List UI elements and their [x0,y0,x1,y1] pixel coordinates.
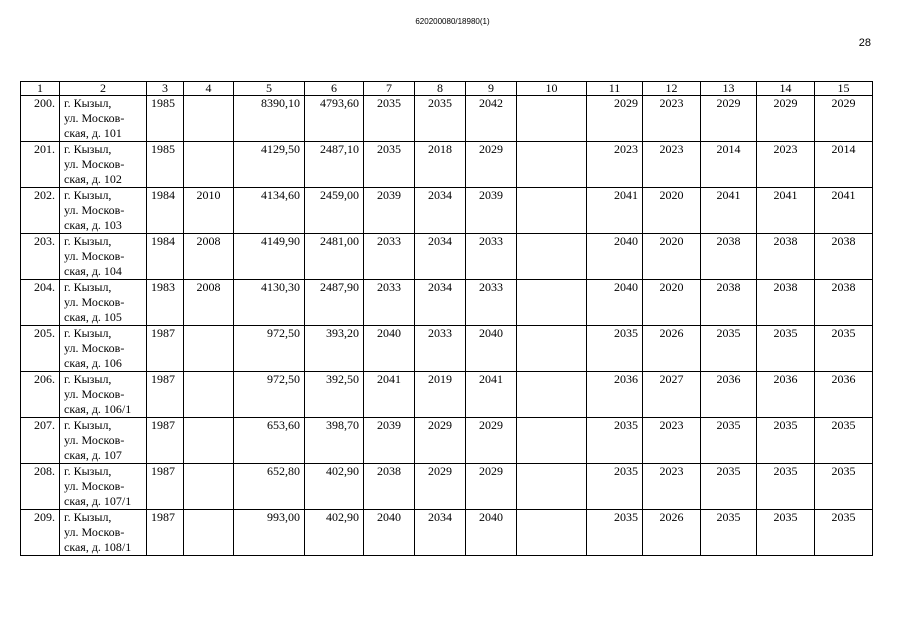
cell-col-6: 402,90 [305,464,364,510]
cell-col-14: 2036 [757,372,815,418]
column-header: 8 [415,82,466,96]
cell-col-6: 392,50 [305,372,364,418]
column-header: 10 [517,82,587,96]
table-row [21,418,873,464]
address-line: ская, д. 102 [64,172,122,186]
cell-col-15: 2038 [815,234,873,280]
cell-col-9: 2042 [466,96,517,142]
cell-col-5: 653,60 [234,418,305,464]
cell-col-14: 2029 [757,96,815,142]
address-line: г. Кызыл, [64,96,112,110]
cell-col-11: 2041 [587,188,643,234]
cell-col-15: 2035 [815,510,873,556]
cell-col-3: 1987 [147,372,184,418]
column-header: 2 [60,82,147,96]
cell-col-15: 2036 [815,372,873,418]
cell-col-13: 2035 [701,510,757,556]
address-line: г. Кызыл, [64,188,112,202]
cell-col-10 [517,510,587,556]
cell-col-4 [184,96,234,142]
cell-col-3: 1987 [147,464,184,510]
address-line: ская, д. 106 [64,356,122,370]
cell-col-11: 2035 [587,510,643,556]
cell-col-11: 2035 [587,326,643,372]
cell-col-5: 993,00 [234,510,305,556]
cell-col-12: 2023 [643,96,701,142]
cell-col-8: 2035 [415,96,466,142]
address-line: ул. Москов- [64,111,125,125]
address-line: г. Кызыл, [64,372,112,386]
address-line: ул. Москов- [64,387,125,401]
address-line: ская, д. 107 [64,448,122,462]
address-line: ская, д. 106/1 [64,402,132,416]
cell-col-13: 2029 [701,96,757,142]
cell-col-7: 2033 [364,280,415,326]
cell-col-7: 2040 [364,326,415,372]
cell-col-9: 2039 [466,188,517,234]
cell-col-12: 2023 [643,142,701,188]
table-row [21,510,873,556]
address-line: ская, д. 104 [64,264,122,278]
cell-col-5: 4129,50 [234,142,305,188]
cell-col-8: 2018 [415,142,466,188]
cell-col-11: 2036 [587,372,643,418]
cell-col-11: 2040 [587,280,643,326]
cell-col-12: 2023 [643,418,701,464]
address-cell [60,234,147,280]
cell-col-15: 2014 [815,142,873,188]
cell-col-9: 2033 [466,234,517,280]
address-cell [60,372,147,418]
cell-col-7: 2041 [364,372,415,418]
cell-col-4 [184,142,234,188]
address-line: г. Кызыл, [64,234,112,248]
cell-col-7: 2035 [364,96,415,142]
cell-col-4: 2010 [184,188,234,234]
table-row [21,234,873,280]
housing-register-table [20,81,873,556]
address-line: ул. Москов- [64,525,125,539]
cell-col-12: 2026 [643,510,701,556]
address-line: г. Кызыл, [64,326,112,340]
cell-col-13: 2035 [701,464,757,510]
cell-col-9: 2029 [466,142,517,188]
cell-col-4: 2008 [184,280,234,326]
address-cell [60,510,147,556]
cell-col-5: 972,50 [234,326,305,372]
address-line: г. Кызыл, [64,280,112,294]
cell-col-10 [517,234,587,280]
cell-col-12: 2020 [643,280,701,326]
cell-col-6: 393,20 [305,326,364,372]
cell-col-10 [517,372,587,418]
cell-col-6: 4793,60 [305,96,364,142]
row-number-cell: 209. [21,510,60,556]
cell-col-15: 2029 [815,96,873,142]
cell-col-8: 2034 [415,234,466,280]
address-line: ул. Москов- [64,341,125,355]
cell-col-9: 2040 [466,326,517,372]
cell-col-8: 2034 [415,510,466,556]
cell-col-9: 2033 [466,280,517,326]
cell-col-11: 2035 [587,418,643,464]
address-line: ул. Москов- [64,433,125,447]
table-row [21,326,873,372]
cell-col-8: 2034 [415,280,466,326]
address-cell [60,464,147,510]
cell-col-13: 2038 [701,280,757,326]
table-body [21,96,873,556]
cell-col-3: 1983 [147,280,184,326]
address-line: г. Кызыл, [64,418,112,432]
address-cell [60,326,147,372]
cell-col-6: 2487,90 [305,280,364,326]
address-line: ул. Москов- [64,203,125,217]
cell-col-11: 2023 [587,142,643,188]
address-line: ская, д. 103 [64,218,122,232]
cell-col-3: 1987 [147,418,184,464]
cell-col-7: 2039 [364,418,415,464]
table-row [21,188,873,234]
cell-col-4 [184,326,234,372]
row-number-cell: 201. [21,142,60,188]
cell-col-15: 2038 [815,280,873,326]
cell-col-4 [184,372,234,418]
address-cell [60,280,147,326]
cell-col-11: 2040 [587,234,643,280]
cell-col-13: 2038 [701,234,757,280]
cell-col-14: 2035 [757,418,815,464]
cell-col-15: 2041 [815,188,873,234]
cell-col-6: 2487,10 [305,142,364,188]
row-number-cell: 200. [21,96,60,142]
table-row [21,142,873,188]
cell-col-7: 2038 [364,464,415,510]
cell-col-9: 2029 [466,464,517,510]
cell-col-14: 2035 [757,326,815,372]
cell-col-8: 2019 [415,372,466,418]
table-row [21,280,873,326]
column-header: 3 [147,82,184,96]
cell-col-3: 1987 [147,326,184,372]
column-header: 13 [701,82,757,96]
address-line: ул. Москов- [64,295,125,309]
row-number-cell: 202. [21,188,60,234]
cell-col-14: 2038 [757,234,815,280]
address-line: ул. Москов- [64,479,125,493]
cell-col-4 [184,510,234,556]
cell-col-10 [517,326,587,372]
cell-col-10 [517,142,587,188]
cell-col-14: 2041 [757,188,815,234]
address-line: ул. Москов- [64,157,125,171]
address-line: ул. Москов- [64,249,125,263]
column-header: 14 [757,82,815,96]
column-header: 1 [21,82,60,96]
table-row [21,96,873,142]
page-number: 28 [858,37,871,49]
cell-col-6: 2481,00 [305,234,364,280]
cell-col-5: 8390,10 [234,96,305,142]
cell-col-13: 2035 [701,418,757,464]
address-line: ская, д. 108/1 [64,540,132,554]
cell-col-7: 2033 [364,234,415,280]
cell-col-7: 2040 [364,510,415,556]
cell-col-5: 972,50 [234,372,305,418]
cell-col-15: 2035 [815,326,873,372]
cell-col-10 [517,418,587,464]
cell-col-6: 398,70 [305,418,364,464]
cell-col-5: 4149,90 [234,234,305,280]
address-cell [60,188,147,234]
column-header: 15 [815,82,873,96]
cell-col-12: 2020 [643,188,701,234]
column-header: 9 [466,82,517,96]
cell-col-4 [184,464,234,510]
cell-col-12: 2020 [643,234,701,280]
cell-col-13: 2014 [701,142,757,188]
row-number-cell: 204. [21,280,60,326]
cell-col-3: 1987 [147,510,184,556]
cell-col-5: 652,80 [234,464,305,510]
cell-col-9: 2041 [466,372,517,418]
address-line: г. Кызыл, [64,464,112,478]
column-header: 7 [364,82,415,96]
table-row [21,464,873,510]
cell-col-14: 2023 [757,142,815,188]
cell-col-5: 4130,30 [234,280,305,326]
address-line: ская, д. 105 [64,310,122,324]
cell-col-9: 2040 [466,510,517,556]
cell-col-14: 2038 [757,280,815,326]
column-header: 11 [587,82,643,96]
row-number-cell: 208. [21,464,60,510]
cell-col-15: 2035 [815,464,873,510]
row-number-cell: 205. [21,326,60,372]
cell-col-7: 2039 [364,188,415,234]
column-header: 4 [184,82,234,96]
cell-col-11: 2035 [587,464,643,510]
row-number-cell: 203. [21,234,60,280]
cell-col-14: 2035 [757,464,815,510]
cell-col-10 [517,464,587,510]
document-id: 620200080/18980(1) [415,17,490,26]
cell-col-5: 4134,60 [234,188,305,234]
address-cell [60,142,147,188]
cell-col-13: 2036 [701,372,757,418]
cell-col-8: 2033 [415,326,466,372]
cell-col-8: 2034 [415,188,466,234]
column-header: 12 [643,82,701,96]
cell-col-3: 1985 [147,142,184,188]
cell-col-14: 2035 [757,510,815,556]
address-line: ская, д. 107/1 [64,494,132,508]
cell-col-3: 1984 [147,188,184,234]
column-number-header-row [21,82,873,96]
cell-col-13: 2035 [701,326,757,372]
address-line: ская, д. 101 [64,126,122,140]
row-number-cell: 206. [21,372,60,418]
cell-col-7: 2035 [364,142,415,188]
cell-col-13: 2041 [701,188,757,234]
cell-col-8: 2029 [415,464,466,510]
cell-col-9: 2029 [466,418,517,464]
column-header: 6 [305,82,364,96]
cell-col-11: 2029 [587,96,643,142]
cell-col-12: 2027 [643,372,701,418]
cell-col-6: 2459,00 [305,188,364,234]
address-cell [60,418,147,464]
cell-col-3: 1985 [147,96,184,142]
address-cell [60,96,147,142]
cell-col-3: 1984 [147,234,184,280]
cell-col-10 [517,188,587,234]
row-number-cell: 207. [21,418,60,464]
cell-col-10 [517,96,587,142]
address-line: г. Кызыл, [64,142,112,156]
cell-col-15: 2035 [815,418,873,464]
cell-col-6: 402,90 [305,510,364,556]
cell-col-4 [184,418,234,464]
cell-col-12: 2026 [643,326,701,372]
cell-col-10 [517,280,587,326]
cell-col-4: 2008 [184,234,234,280]
address-line: г. Кызыл, [64,510,112,524]
cell-col-12: 2023 [643,464,701,510]
column-header: 5 [234,82,305,96]
table-row [21,372,873,418]
cell-col-8: 2029 [415,418,466,464]
